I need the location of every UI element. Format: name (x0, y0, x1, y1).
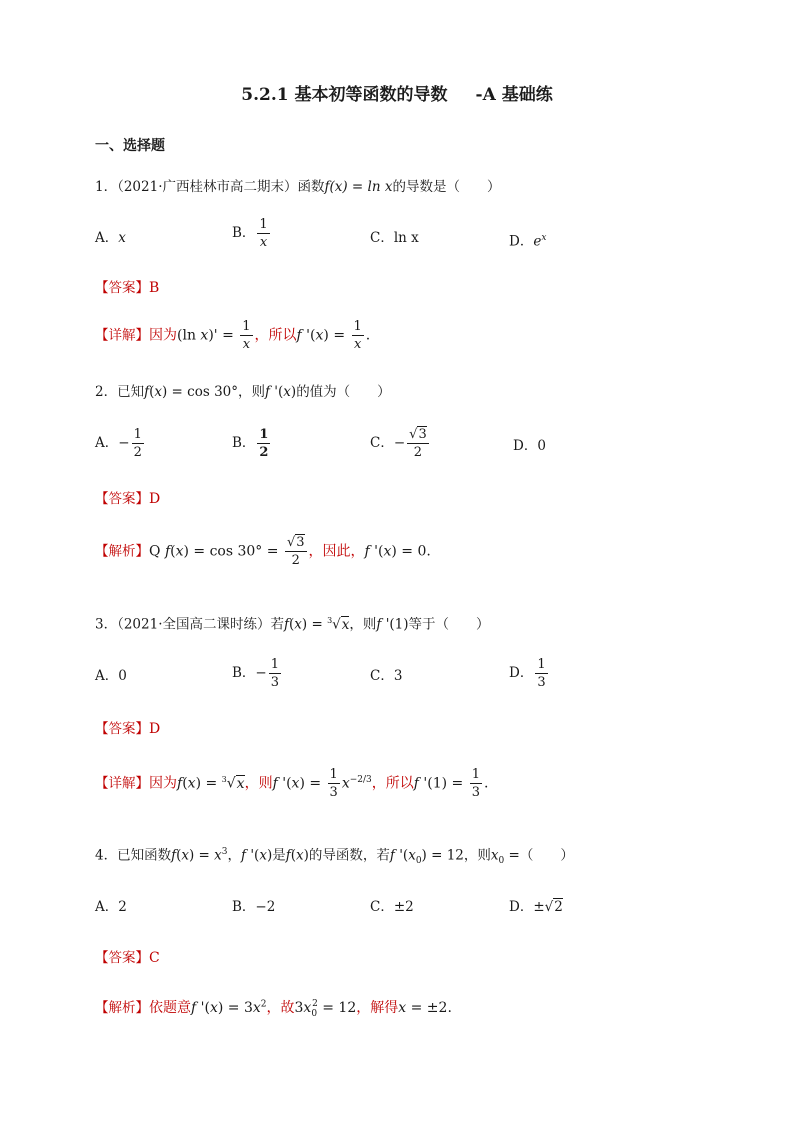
q1-option-d[interactable]: D．$e^x$ (509, 233, 547, 250)
q1-answer: 【答案】B (95, 280, 160, 296)
q1-option-c[interactable]: C．ln x (370, 230, 419, 246)
question-2-stem: 2．已知f(x) = cos 30°，则f '(x)的值为（ ） (95, 384, 391, 400)
q4-option-b[interactable]: B．−2 (232, 899, 276, 915)
q3-detail: 【详解】因为f(x) = $^3$√x，则f '(x) = $\frac{1}{3}$ $x^{-2/3}$，所以f '(1) = $\frac{1}{3}$ . (95, 767, 489, 800)
question-3-stem: 3．（2021·全国高二课时练）若f(x) = $^3$√x，则f '(1)等于（ ） (95, 616, 490, 633)
q1-expression: f(x) = ln x (324, 179, 393, 195)
q4-option-d[interactable]: D．±√2 (509, 899, 563, 915)
q3-option-c[interactable]: C．3 (370, 668, 403, 684)
q4-answer: 【答案】C (95, 950, 160, 966)
q2-option-b[interactable]: B． $\frac{1}{2}$ (232, 427, 269, 460)
q1-option-a[interactable]: A．x (95, 230, 126, 246)
section-heading: 一、选择题 (95, 138, 165, 154)
q2-option-c[interactable]: C．− $\frac{√3}{2}$ (370, 427, 427, 460)
question-1-stem: 1．（2021·广西桂林市高二期末）函数f(x) = ln x的导数是（ ） (95, 179, 501, 195)
question-4-stem: 4．已知函数$f(x) = x^3$，f '(x)是f(x)的导函数，若f '$(x_0) = 12$，则$x_0$ =（ ） (95, 847, 574, 867)
q4-option-a[interactable]: A．2 (95, 899, 127, 915)
q1-option-b[interactable]: B． $\frac{1}{x}$ (232, 217, 268, 250)
q2-option-a[interactable]: A．− $\frac{1}{2}$ (95, 427, 142, 460)
q3-option-b[interactable]: B．− $\frac{1}{3}$ (232, 657, 280, 690)
q3-option-d[interactable]: D． $\frac{1}{3}$ (509, 657, 546, 690)
q3-option-a[interactable]: A．0 (95, 668, 127, 684)
q2-detail: 【解析】Q f(x) = cos 30° = $\frac{√3}{2}$ ，因此，f '(x) = 0. (95, 535, 431, 568)
q1-detail: 【详解】因为(ln x)' = $\frac{1}{x}$ ，所以f '(x) = $\frac{1}{x}$ . (95, 319, 371, 352)
q3-answer: 【答案】D (95, 721, 161, 737)
title-suffix: -A 基础练 (475, 85, 553, 105)
q2-option-d[interactable]: D．0 (513, 438, 546, 454)
page-title (0, 80, 794, 105)
q4-option-c[interactable]: C．±2 (370, 899, 414, 915)
q4-detail: 【解析】依题意f '$(x) = 3x^2$，故$3x_0^2 = 12$，解得x = ±2. (95, 999, 452, 1019)
q2-answer: 【答案】D (95, 491, 161, 507)
title-main: 5.2.1 基本初等函数的导数 (241, 85, 448, 105)
